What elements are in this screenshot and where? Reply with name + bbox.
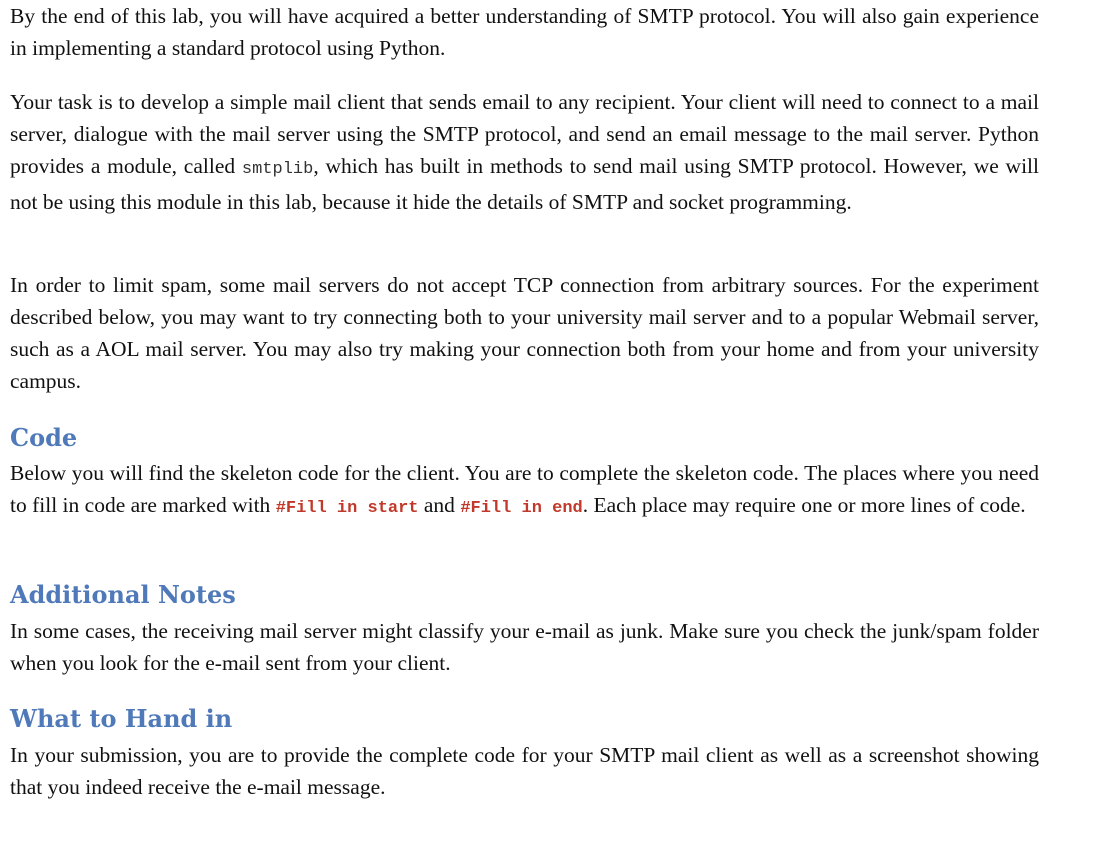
additional-notes-heading: Additional Notes	[10, 580, 236, 609]
module-name-code: smtplib	[241, 160, 314, 179]
hand-in-paragraph: In your submission, you are to provide the complete code for your SMTP mail client as well as a screenshot showing that you indeed receive the e-mail message.	[10, 743, 1039, 799]
intro-paragraph: By the end of this lab, you will have acquired a better understanding of SMTP protocol. You will also gain experience in implementing a standard protocol using Python.	[10, 4, 1039, 60]
spam-paragraph: In order to limit spam, some mail servers do not accept TCP connection from arbitrary sources. For the experiment described below, you may want to try connecting both to your university mail server and to a popular Webmail server, such as a AOL mail server. You may also try making your connection both from your home and from your university campus.	[10, 273, 1039, 393]
code-text-2: and	[418, 493, 461, 517]
code-text-3: . Each place may require one or more lines of code.	[582, 493, 1026, 517]
code-paragraph	[10, 457, 1039, 525]
code-text-1: Below you will find the skeleton code for the client. You are to complete the skeleton code. The places where you need to fill in code are marked with	[10, 461, 1039, 517]
task-text-before: Your task is to develop a simple mail client that sends email to any recipient. Your client will need to connect to a mail server, dialogue with the mail server using the SMTP protocol, and send an email message to the mail server. Python provides a module, called	[10, 90, 1039, 178]
fill-in-start-marker: #Fill in start	[275, 499, 419, 518]
code-heading: Code	[10, 423, 78, 452]
hand-in-heading: What to Hand in	[10, 704, 233, 733]
task-text-after: , which has built in methods to send mail using SMTP protocol. However, we will not be using this module in this lab, because it hide the details of SMTP and socket programming.	[10, 154, 1039, 214]
fill-in-end-marker: #Fill in end	[460, 499, 583, 518]
notes-paragraph: In some cases, the receiving mail server might classify your e-mail as junk. Make sure you check the junk/spam folder when you look for the e-mail sent from your client.	[10, 619, 1039, 675]
task-paragraph	[10, 86, 1039, 218]
